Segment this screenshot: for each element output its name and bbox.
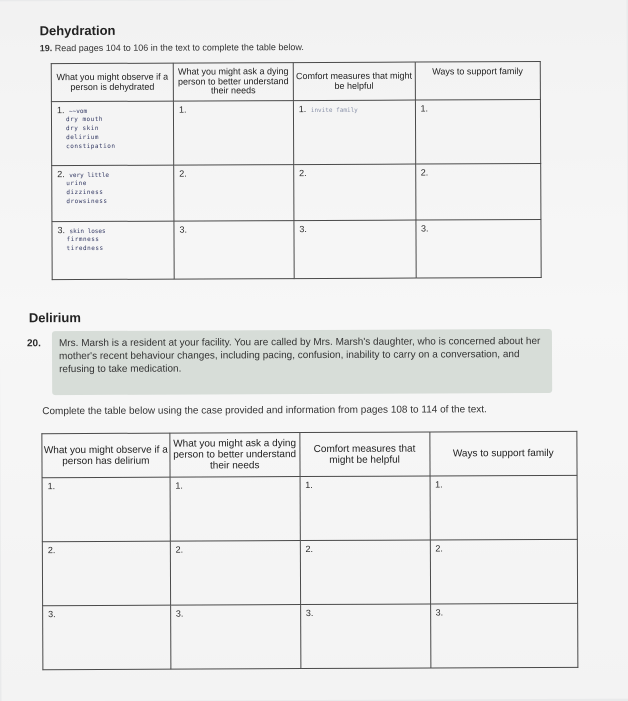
row-number-text: 3. bbox=[305, 608, 314, 619]
delirium-family-2[interactable] bbox=[430, 539, 578, 604]
dehydration-ask-1[interactable] bbox=[173, 101, 293, 166]
row-number-text: 2. bbox=[420, 167, 429, 178]
delirium-observe-3[interactable] bbox=[43, 605, 171, 670]
dehydration-header-observe: What you might observe if a person is dehydrated bbox=[51, 63, 173, 102]
row-number-text: 2. bbox=[179, 168, 187, 179]
handwriting-line: invite family bbox=[310, 106, 358, 115]
dehydration-family-2[interactable] bbox=[415, 164, 541, 221]
dehydration-header-comfort: Comfort measures that might be helpful bbox=[293, 62, 415, 101]
delirium-comfort-3[interactable] bbox=[300, 604, 430, 669]
handwriting-line: skin loses bbox=[69, 227, 106, 236]
row-number bbox=[294, 101, 415, 115]
question-19-number: 19. bbox=[39, 43, 53, 54]
row-number-text: 3. bbox=[435, 607, 444, 618]
question-20-number: 20. bbox=[26, 338, 41, 350]
delirium-ask-1[interactable] bbox=[170, 477, 300, 542]
delirium-observe-2[interactable] bbox=[42, 541, 170, 606]
row-number-text: 3. bbox=[179, 224, 188, 235]
row-number-text: 3. bbox=[57, 225, 66, 236]
delirium-family-1[interactable] bbox=[430, 475, 578, 540]
handwriting-line: drowsiness bbox=[66, 197, 108, 206]
delirium-header-family: Ways to support family bbox=[429, 431, 577, 476]
delirium-ask-2[interactable] bbox=[170, 541, 300, 606]
handwriting-line: tiredness bbox=[66, 244, 104, 253]
dehydration-comfort-3[interactable] bbox=[294, 220, 416, 279]
handwriting-line: firmness bbox=[66, 235, 100, 244]
delirium-row-2 bbox=[42, 539, 577, 605]
delirium-comfort-2[interactable] bbox=[300, 540, 430, 605]
delirium-family-3[interactable] bbox=[430, 603, 578, 668]
row-number-text: 1. bbox=[298, 104, 307, 115]
row-number-text: 2. bbox=[57, 169, 65, 180]
dehydration-row-1 bbox=[51, 100, 540, 166]
dehydration-ask-3[interactable] bbox=[174, 221, 294, 280]
handwriting-line: ~~vom bbox=[68, 107, 88, 116]
delirium-header-row bbox=[42, 431, 577, 477]
handwriting-line: dry skin bbox=[66, 124, 99, 133]
row-number-text: 3. bbox=[299, 224, 307, 235]
handwriting-line: constipation bbox=[66, 142, 116, 151]
dehydration-observe-1[interactable] bbox=[51, 101, 173, 166]
row-number-text: 1. bbox=[420, 103, 429, 114]
dehydration-observe-2[interactable] bbox=[52, 165, 174, 222]
delirium-row-1 bbox=[42, 475, 577, 541]
row-number-text: 2. bbox=[435, 543, 443, 554]
question-19-text: Read pages 104 to 106 in the text to complete the table below. bbox=[54, 42, 304, 54]
row-number-text: 1. bbox=[305, 480, 313, 491]
handwriting-line: urine bbox=[66, 179, 87, 188]
dehydration-family-3[interactable] bbox=[415, 220, 541, 279]
dehydration-comfort-1[interactable] bbox=[293, 100, 415, 165]
row-number-text: 3. bbox=[175, 608, 184, 619]
row-number-text: 2. bbox=[305, 544, 314, 555]
dehydration-header-row bbox=[51, 62, 540, 102]
row-number-text: 2. bbox=[175, 544, 184, 555]
row-number bbox=[52, 166, 173, 180]
dehydration-header-family: Ways to support family bbox=[415, 62, 541, 101]
dehydration-table bbox=[51, 61, 542, 280]
handwriting-line: dry mouth bbox=[65, 115, 104, 124]
handwriting-line: dizziness bbox=[66, 188, 104, 197]
dehydration-row-3 bbox=[52, 220, 541, 280]
case-description: Mrs. Marsh is a resident at your facility. You are called by Mrs. Marsh's daughter, who is concerned about her mother's recent behaviour changes, including pacing, confusion, inability to carry on a conversation, and refusing to take medication. bbox=[58, 336, 541, 376]
dehydration-observe-3[interactable] bbox=[52, 221, 174, 280]
row-number-text: 3. bbox=[48, 609, 56, 620]
question-20-instruction: Complete the table below using the case provided and information from pages 108 to 114 of the text. bbox=[42, 404, 487, 418]
row-number bbox=[52, 222, 173, 236]
row-number-text: 2. bbox=[299, 168, 307, 179]
dehydration-comfort-2[interactable] bbox=[294, 164, 416, 221]
row-number-text: 3. bbox=[420, 223, 429, 234]
question-19-instruction bbox=[40, 42, 304, 53]
row-number bbox=[52, 102, 173, 116]
delirium-observe-1[interactable] bbox=[42, 477, 170, 542]
delirium-ask-3[interactable] bbox=[170, 605, 300, 670]
delirium-header-observe: What you might observe if a person has delirium bbox=[42, 433, 170, 478]
row-number-text: 1. bbox=[47, 481, 56, 492]
row-number-text: 1. bbox=[175, 480, 183, 491]
row-number-text: 1. bbox=[178, 104, 187, 115]
handwriting-line: very little bbox=[69, 171, 110, 180]
delirium-table bbox=[41, 431, 578, 670]
dehydration-title: Dehydration bbox=[39, 22, 116, 39]
row-number-text: 2. bbox=[47, 545, 56, 556]
handwriting-line: delirium bbox=[66, 133, 99, 142]
delirium-header-comfort: Comfort measures that might be helpful bbox=[300, 432, 430, 477]
row-number-text: 1. bbox=[435, 479, 443, 490]
row-number-text: 1. bbox=[56, 105, 65, 116]
dehydration-header-ask: What you might ask a dying person to better understand their needs bbox=[173, 63, 293, 102]
dehydration-family-1[interactable] bbox=[415, 100, 541, 165]
dehydration-row-2 bbox=[52, 164, 541, 222]
dehydration-ask-2[interactable] bbox=[174, 165, 294, 222]
delirium-header-ask: What you might ask a dying person to better understand their needs bbox=[170, 433, 300, 478]
delirium-row-3 bbox=[43, 603, 578, 669]
delirium-comfort-1[interactable] bbox=[300, 476, 430, 541]
delirium-title: Delirium bbox=[28, 310, 81, 326]
